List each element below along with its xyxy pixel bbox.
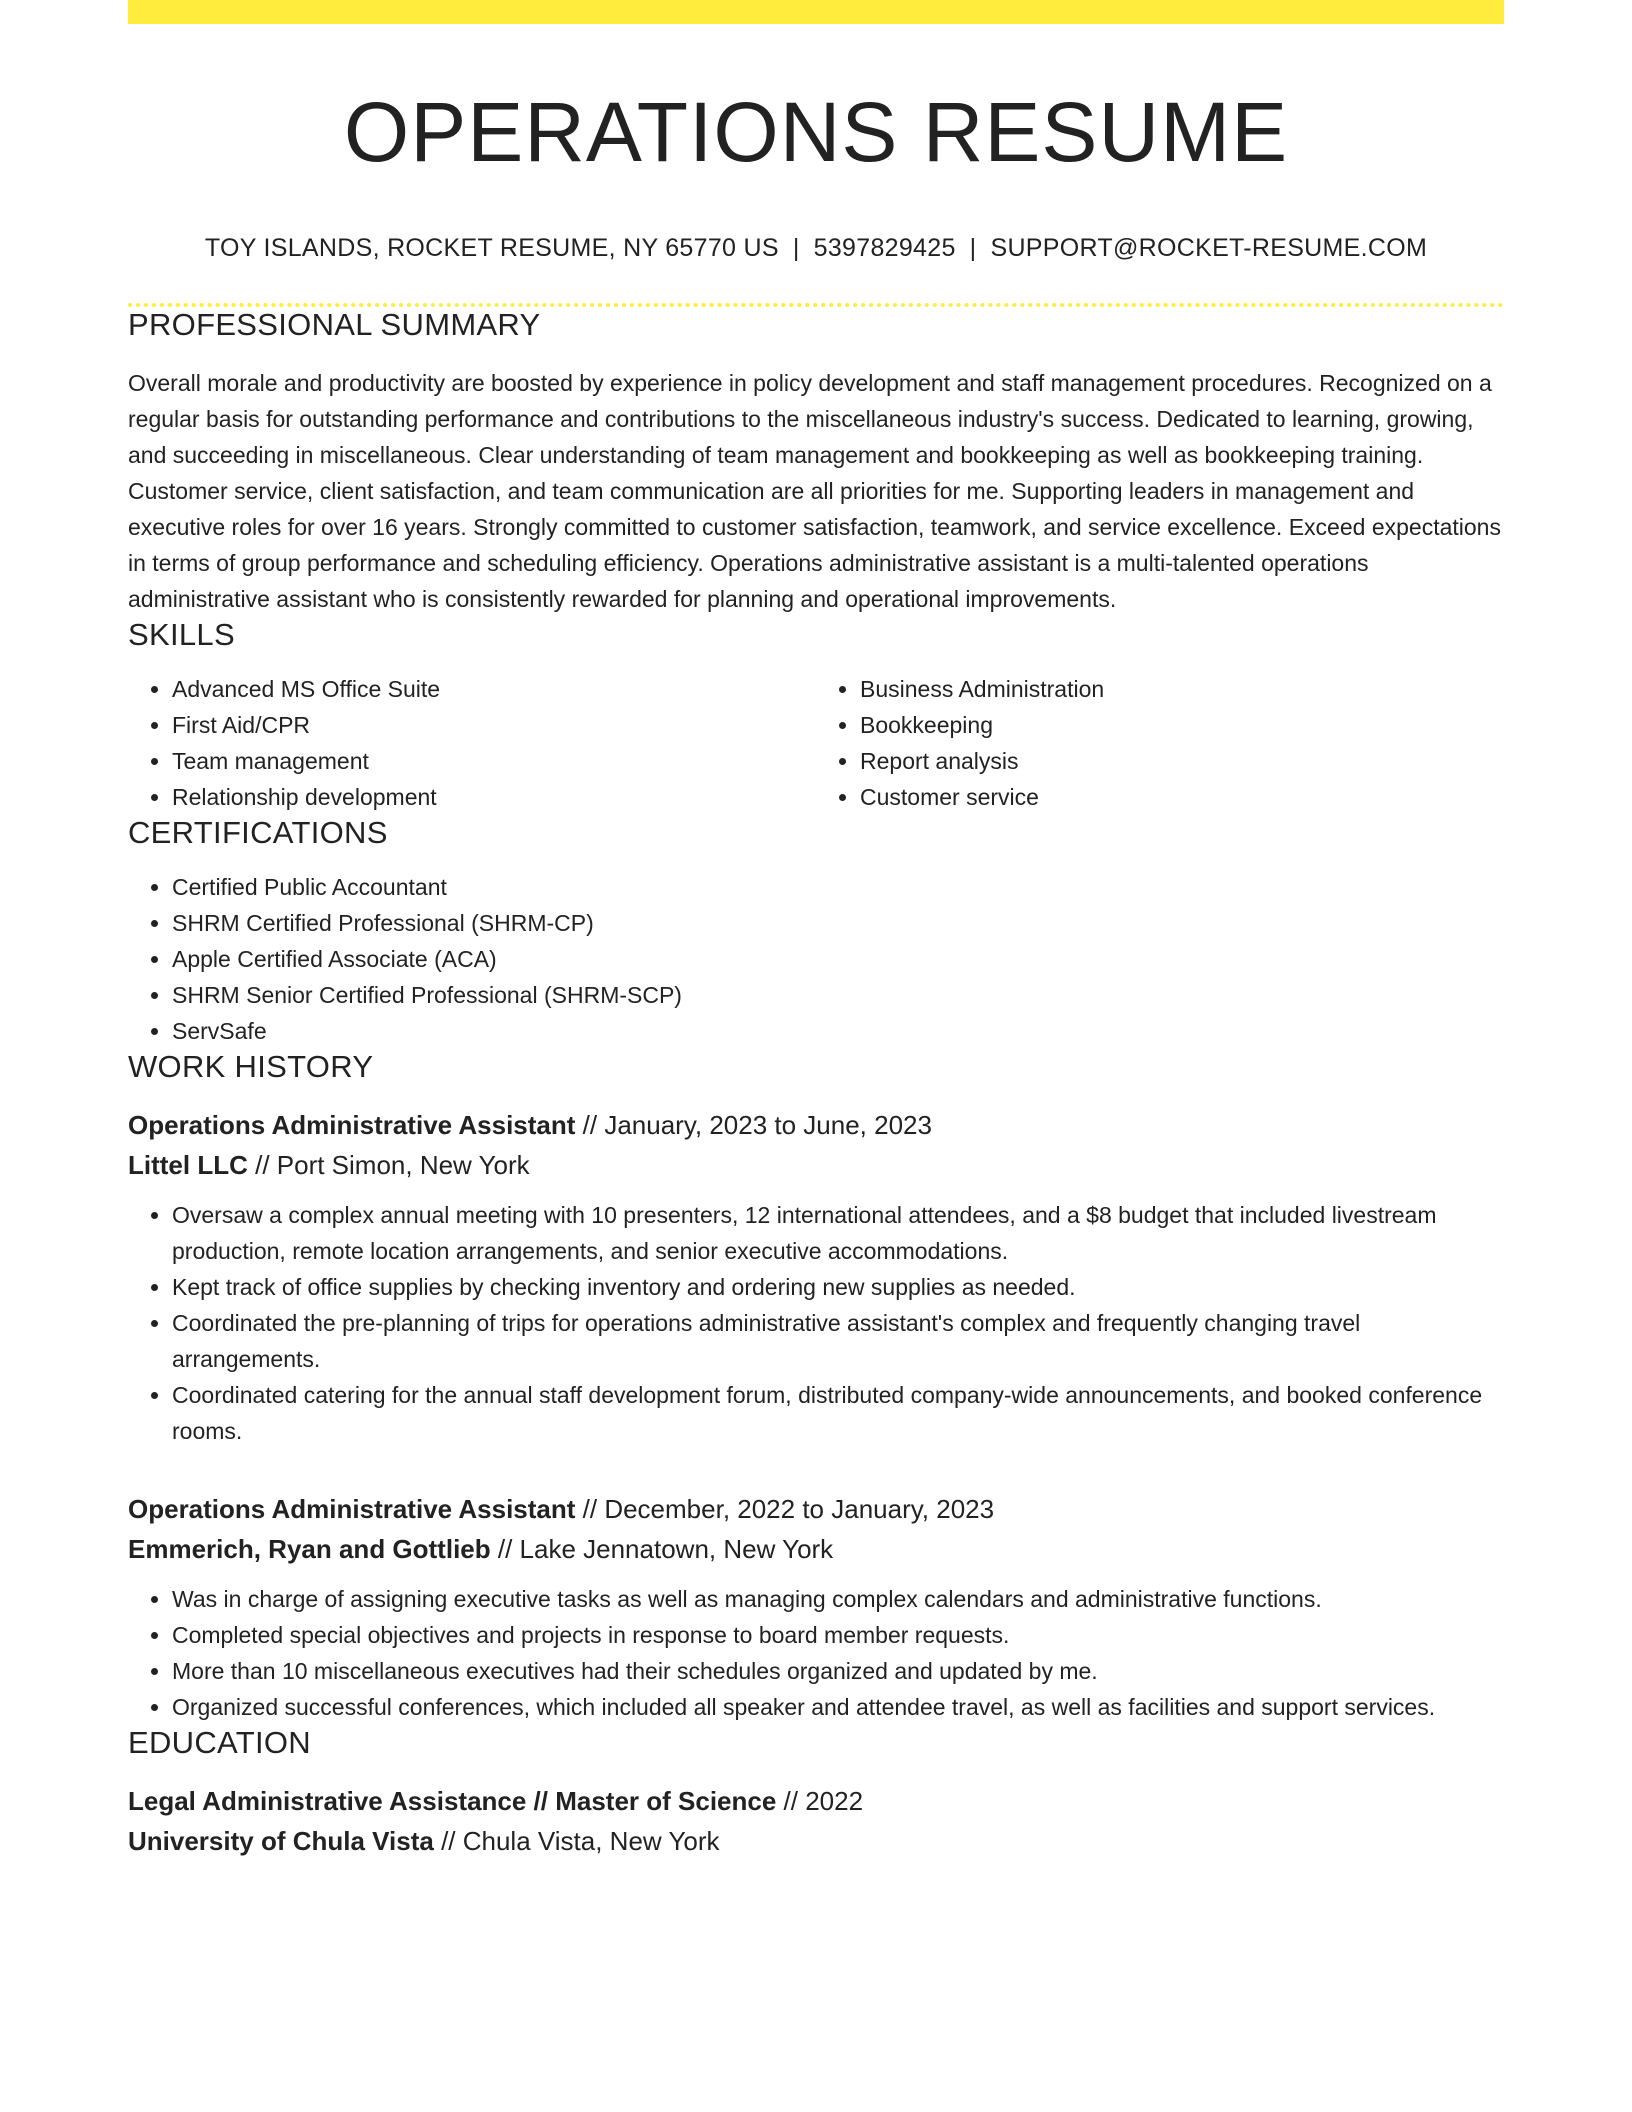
resume-title: OPERATIONS RESUME xyxy=(343,85,1289,179)
contact-line xyxy=(128,234,1504,263)
skills-list-left xyxy=(128,671,816,815)
accent-top-bar xyxy=(128,0,1504,24)
contact-address: TOY ISLANDS, ROCKET RESUME, NY 65770 US xyxy=(204,234,779,263)
summary-heading: PROFESSIONAL SUMMARY xyxy=(128,307,541,343)
skill-item: • Bookkeeping xyxy=(860,707,1504,743)
job-title-line xyxy=(128,1489,1504,1529)
job-title: Operations Administrative Assistant xyxy=(128,1110,576,1141)
contact-separator: | xyxy=(792,234,800,263)
skill-item: • Relationship development xyxy=(172,779,816,815)
school-line xyxy=(128,1821,1504,1861)
job-bullet: • Organized successful conferences, which included all speaker and attendee travel, as well as facilities and support services. xyxy=(172,1689,1504,1725)
job-bullet: • Coordinated catering for the annual staff development forum, distributed company-wide announcements, and booked conference rooms. xyxy=(172,1377,1504,1449)
job-bullet: • Was in charge of assigning executive tasks as well as managing complex calendars and administrative functions. xyxy=(172,1581,1504,1617)
job-company-line xyxy=(128,1529,1504,1569)
summary-text: Overall morale and productivity are boosted by experience in policy development and staff management procedures. Recognized on a regular basis for outstanding performance and contributions to the miscellaneous industry's success. Dedicated to learning, growing, and succeeding in miscellaneous. Clear understanding of team management and bookkeeping as well as bookkeeping training. Customer service, client satisfaction, and team communication are all priorities for me. Supporting leaders in management and executive roles for over 16 years. Strongly committed to customer satisfaction, teamwork, and service excellence. Exceed expectations in terms of group performance and scheduling efficiency. Operations administrative assistant is a multi-talented operations administrative assistant who is consistently rewarded for planning and operational improvements. xyxy=(128,370,1501,613)
job-bullet: • More than 10 miscellaneous executives had their schedules organized and updated by me. xyxy=(172,1653,1504,1689)
skill-item: • Advanced MS Office Suite xyxy=(172,671,816,707)
skills-heading: SKILLS xyxy=(128,617,235,653)
certification-item: • Apple Certified Associate (ACA) xyxy=(172,941,1504,977)
contact-phone: 5397829425 xyxy=(813,234,956,263)
job-company: Littel LLC xyxy=(128,1150,248,1181)
job-entry xyxy=(128,1105,1504,1449)
job-dates: // January, 2023 to June, 2023 xyxy=(575,1110,932,1141)
education-heading: EDUCATION xyxy=(128,1725,311,1761)
job-entry xyxy=(128,1489,1504,1725)
skills-list-right xyxy=(816,671,1504,815)
job-bullets xyxy=(128,1197,1504,1449)
job-bullet: • Coordinated the pre-planning of trips for operations administrative assistant's complex and frequently changing travel arrangements. xyxy=(172,1305,1504,1377)
skill-item: • Team management xyxy=(172,743,816,779)
school-location: // Chula Vista, New York xyxy=(433,1826,720,1857)
work-history-heading: WORK HISTORY xyxy=(128,1049,374,1085)
job-bullet: • Oversaw a complex annual meeting with 10 presenters, 12 international attendees, and a $8 budget that included livestream production, remote location arrangements, and senior executive accommodations. xyxy=(172,1197,1504,1269)
contact-email: SUPPORT@ROCKET-RESUME.COM xyxy=(990,234,1428,263)
job-company-line xyxy=(128,1145,1504,1185)
degree: Legal Administrative Assistance // Master of Science xyxy=(128,1786,777,1817)
job-location: // Port Simon, New York xyxy=(247,1150,530,1181)
certifications-list xyxy=(128,869,1504,1049)
skill-item: • First Aid/CPR xyxy=(172,707,816,743)
job-bullet: • Completed special objectives and projects in response to board member requests. xyxy=(172,1617,1504,1653)
resume-page xyxy=(128,0,1504,1861)
job-title-line xyxy=(128,1105,1504,1145)
job-company: Emmerich, Ryan and Gottlieb xyxy=(128,1534,491,1565)
job-dates: // December, 2022 to January, 2023 xyxy=(575,1494,995,1525)
job-location: // Lake Jennatown, New York xyxy=(490,1534,834,1565)
skill-item: • Report analysis xyxy=(860,743,1504,779)
skills-grid xyxy=(128,671,1504,815)
job-bullets xyxy=(128,1581,1504,1725)
job-bullet: • Kept track of office supplies by checking inventory and ordering new supplies as needed. xyxy=(172,1269,1504,1305)
degree-year: // 2022 xyxy=(776,1786,864,1817)
certification-item: • SHRM Senior Certified Professional (SHRM-SCP) xyxy=(172,977,1504,1013)
skill-item: • Customer service xyxy=(860,779,1504,815)
certifications-heading: CERTIFICATIONS xyxy=(128,815,388,851)
contact-separator: | xyxy=(969,234,977,263)
certification-item: • Certified Public Accountant xyxy=(172,869,1504,905)
education-entry xyxy=(128,1781,1504,1861)
certification-item: • SHRM Certified Professional (SHRM-CP) xyxy=(172,905,1504,941)
degree-line xyxy=(128,1781,1504,1821)
school-name: University of Chula Vista xyxy=(128,1826,434,1857)
job-title: Operations Administrative Assistant xyxy=(128,1494,576,1525)
skill-item: • Business Administration xyxy=(860,671,1504,707)
certification-item: • ServSafe xyxy=(172,1013,1504,1049)
